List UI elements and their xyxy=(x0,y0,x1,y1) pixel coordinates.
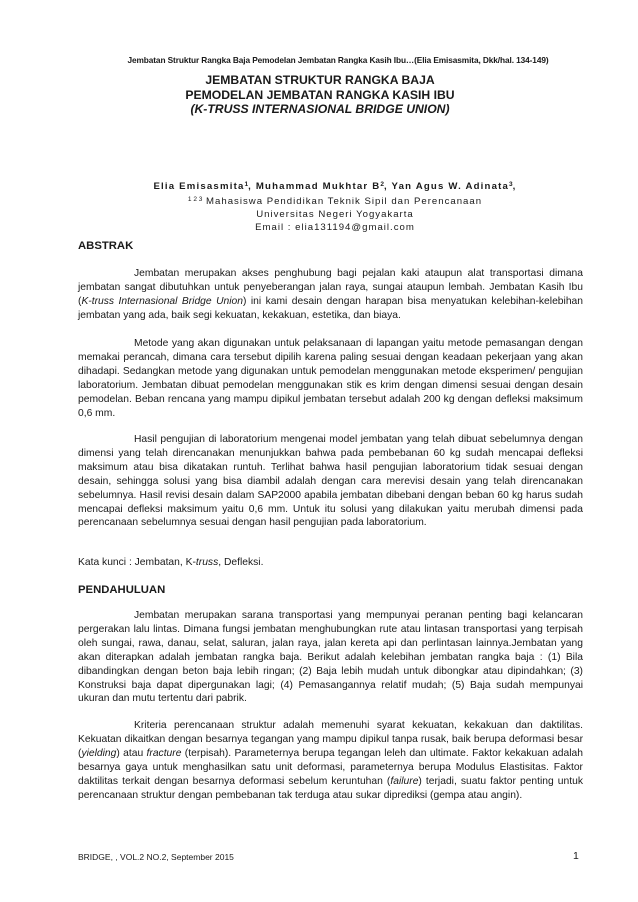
author-3: Yan Agus W. Adinata xyxy=(391,181,510,192)
paper-title xyxy=(60,73,580,117)
abstract-paragraph-3 xyxy=(78,433,583,530)
author-2-sup: 2 xyxy=(380,181,384,188)
author-1-sup: 1 xyxy=(244,181,249,188)
intro-p1-text: Jembatan merupakan sarana transportasi yang mempunyai peranan penting bagi kelancaran pergerakan lalu lintas. Dimana fungsi jembatan menghubungkan rute atau lintasan transportasi yang terpisah oleh sungai, rawa, danau, selat, saluran, jalan raya, jalan kereta api dan perlintasan lainnya.Jembatan yang akan diterapkan adalah jembatan rangka baja. Berikut adalah kelebihan jembatan rangka baja : (1) Bila dibandingkan dengan beton baja lebih ringan; (2) Baja lebih mudah untuk dibongkar atau dipindahkan; (3) Konstruksi baja dapat dipergunakan lagi; (4) Pemasangannya relatif mudah; (5) Baja sudah mempunyai ukuran dan mutu tertentu dari pabrik. xyxy=(78,610,583,705)
intro-p2-text-d: ) terjadi, suatu faktor penting untuk perencanaan struktur dengan pembebanan tak terduga atau sukar diprediksi (gempa atau angin). xyxy=(78,775,583,801)
intro-p2-italic-3: failure xyxy=(390,775,419,787)
author-block xyxy=(110,178,560,234)
intro-paragraph-2 xyxy=(78,719,583,802)
intro-p2-italic-1: yielding xyxy=(81,747,117,759)
author-2: Muhammad Mukhtar B xyxy=(255,181,381,192)
author-3-sup: 3 xyxy=(509,181,513,188)
title-line-1: JEMBATAN STRUKTUR RANGKA BAJA xyxy=(205,73,435,87)
keywords-b: , Defleksi. xyxy=(218,557,264,568)
abstract-paragraph-1 xyxy=(78,267,583,323)
intro-p2-text-a: Kriteria perencanaan struktur adalah memenuhi syarat kekuatan, kekakuan dan daktilitas. Kekuatan dikaitkan dengan besarnya tegangan yang mampu dipikul tanpa rusak, baik berupa deformasi besar ( xyxy=(78,720,583,759)
intro-p2-italic-2: fracture xyxy=(146,747,182,759)
abstract-p3-text: Hasil pengujian di laboratorium mengenai model jembatan yang telah dibuat sebelumnya dengan dimensi yang telah direncanakan menunjukkan bahwa pada pembebanan 60 kg sudah mencapai defleksi maksimum atau bisa dikatakan runtuh. Terlihat bahwa hasil pengujian laboratorium tidak sesuai dengan desain, sehingga solusi yang bisa diambil adalah dengan cara merevisi desain yang telah direncanakan sebelumnya. Hasil revisi desain dalam SAP2000 apabila jembatan dibebani dengan beban 60 kg harus sudah mencapai defleksi maksimum yaitu 0,6 mm. Untuk itu solusi yang dilakukan yaitu merubah dimensi pada perencanaan sebelumnya sesuai dengan hasil pengujian pada laboratorium. xyxy=(78,434,583,529)
keywords-italic: truss xyxy=(195,557,219,568)
author-1: Elia Emisasmita xyxy=(153,181,245,192)
abstract-paragraph-2 xyxy=(78,337,583,420)
title-line-2: PEMODELAN JEMBATAN RANGKA KASIH IBU xyxy=(185,87,455,102)
running-header: Jembatan Struktur Rangka Baja Pemodelan Jembatan Rangka Kasih Ibu…(Elia Emisasmita, Dkk/hal. 134-149) xyxy=(127,55,549,65)
intro-p2-text-b: ) atau xyxy=(116,747,147,759)
keywords-a: Kata kunci : Jembatan, K- xyxy=(78,557,196,568)
affiliation-sup: 1 2 3 xyxy=(187,196,203,203)
affiliation xyxy=(110,193,560,208)
abstract-heading: ABSTRAK xyxy=(78,240,134,252)
intro-paragraph-1 xyxy=(78,609,583,706)
intro-heading: PENDAHULUAN xyxy=(78,584,166,596)
intro-p2-text-c: (terpisah). Parameternya berupa tegangan leleh dan ultimate. Faktor kekakuan adalah besarnya gaya untuk menghasilkan satu unit deformasi, parameternya berupa Modulus Elastisitas. Faktor daktilitas terkait dengan besarnya deformasi sebelum keruntuhan ( xyxy=(78,747,583,787)
abstract-p1-text-b: ) ini kami desain dengan harapan bisa menyatukan kelebihan-kelebihan jembatan yang ada, baik segi kekuatan, kekakuan, estetika, dan biaya. xyxy=(78,295,583,321)
footer-journal: BRIDGE, , VOL.2 NO.2, September 2015 xyxy=(78,852,234,862)
abstract-p2-text: Metode yang akan digunakan untuk pelaksanaan di lapangan yaitu metode pemasangan dengan memakai perancah, dimana cara tersebut dipilih karena paling sesuai dengan keadaan pekerjaan yang akan dihadapi. Sedangkan metode yang digunakan untuk pemodelan menggunakan metode eksperimen/ pengujian laboratorium. Jembatan dibuat pemodelan menggunakan stik es krim dengan dimensi sesuai dengan desain pemodelan. Beban rencana yang mampu dipikul jembatan tersebut adalah 200 kg dengan defleksi maksimum 0,6 mm. xyxy=(78,338,583,419)
author-names: Elia Emisasmita$^1$, Muhammad Mukhtar $B^2$, Yan Agus W. Adinata$^3$, xyxy=(153,181,517,192)
title-line-3: (K-TRUSS INTERNASIONAL BRIDGE UNION) xyxy=(190,102,450,116)
email: Email : elia131194@gmail.com xyxy=(255,222,415,233)
university: Universitas Negeri Yogyakarta xyxy=(256,209,414,220)
affiliation-text: Mahasiswa Pendidikan Teknik Sipil dan Perencanaan xyxy=(206,196,483,207)
abstract-p1-text-a: Jembatan merupakan akses penghubung bagi pejalan kaki ataupun alat transportasi dimana jembatan sangat dibutuhkan untuk penyeberangan jalan raya, sungai ataupun lembah. Jembatan Kasih Ibu ( xyxy=(78,268,583,307)
abstract-p1-italic: K-truss Internasional Bridge Union xyxy=(81,295,243,307)
keywords xyxy=(78,556,583,570)
footer-page-number: 1 xyxy=(573,850,579,862)
